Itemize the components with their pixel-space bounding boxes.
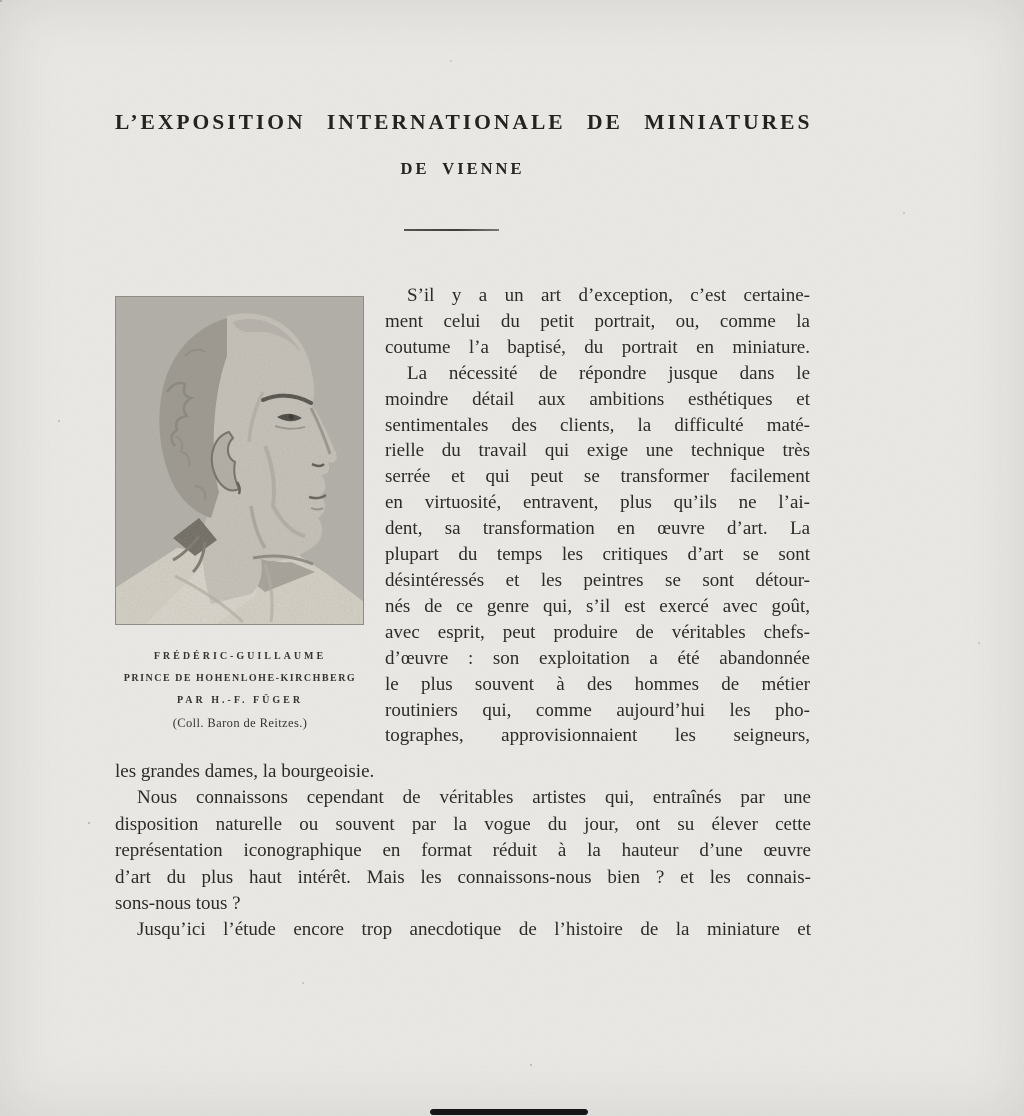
text-line: serrée et qui peut se transformer facilement bbox=[385, 466, 810, 488]
text-line: routiniers qui, comme aujourd’hui les pho- bbox=[385, 699, 810, 721]
page-title: L’EXPOSITION INTERNATIONALE DE MINIATURES bbox=[115, 110, 813, 134]
figure-caption bbox=[104, 646, 376, 734]
text-line: sons-nous tous ? bbox=[115, 893, 241, 915]
text-line: le plus souvent à des hommes de métier bbox=[385, 673, 810, 695]
title-divider-rule bbox=[404, 229, 499, 231]
body-text-column bbox=[385, 283, 810, 749]
text-line: les grandes dames, la bourgeoisie. bbox=[115, 761, 375, 782]
text-line: dent, sa transformation en œuvre d’art. La bbox=[385, 518, 810, 540]
text-line: Nous connaissons cependant de véritables artistes qui, entraînés par une bbox=[137, 787, 811, 809]
scan-speckles bbox=[0, 0, 2, 2]
home-indicator[interactable] bbox=[430, 1109, 588, 1115]
text-line: sentimentales des clients, la difficulté maté- bbox=[385, 414, 810, 436]
text-line: rielle du travail qui exige une technique très bbox=[385, 440, 810, 462]
text-line: coutume l’a baptisé, du portrait en miniature. bbox=[385, 336, 810, 358]
text-line: moindre détail aux ambitions esthétiques et bbox=[385, 388, 810, 410]
caption-line: FRÉDÉRIC-GUILLAUME bbox=[153, 651, 327, 662]
portrait-figure bbox=[115, 296, 364, 625]
body-text-fullwidth bbox=[115, 759, 811, 944]
text-line: d’art du plus haut intérêt. Mais les connaissons-nous bien ? et les connais- bbox=[115, 866, 811, 888]
caption-line: (Coll. Baron de Reitzes.) bbox=[172, 716, 308, 730]
text-line: avec esprit, peut produire de véritables chefs- bbox=[385, 621, 810, 643]
text-line: disposition naturelle ou souvent par la vogue du jour, ont su élever cette bbox=[115, 813, 811, 835]
portrait-sketch-image bbox=[115, 296, 364, 625]
text-line: S’il y a un art d’exception, c’est certaine- bbox=[407, 285, 810, 306]
text-line: ment celui du petit portrait, ou, comme la bbox=[385, 310, 810, 332]
text-line: représentation iconographique en format réduit à la hauteur d’une œuvre bbox=[115, 840, 811, 862]
page-subtitle: DE VIENNE bbox=[400, 159, 525, 178]
text-line: en virtuosité, entravent, plus qu’ils ne l’ai- bbox=[385, 492, 810, 514]
caption-line: PRINCE DE HOHENLOHE-KIRCHBERG bbox=[123, 673, 357, 684]
text-line: désintéressés et les peintres se sont détour- bbox=[385, 569, 810, 591]
text-line: plupart du temps les critiques d’art se sont bbox=[385, 544, 810, 566]
text-line: d’œuvre : son exploitation a été abandonnée bbox=[385, 647, 810, 669]
text-line: Jusqu’ici l’étude encore trop anecdotique de l’histoire de la miniature et bbox=[137, 919, 811, 941]
caption-line: PAR H.-F. FÜGER bbox=[176, 695, 304, 706]
text-line: nés de ce genre qui, s’il est exercé avec goût, bbox=[385, 595, 810, 617]
text-line: tographes, approvisionnaient les seigneurs, bbox=[385, 725, 810, 747]
text-line: La nécessité de répondre jusque dans le bbox=[407, 362, 810, 384]
